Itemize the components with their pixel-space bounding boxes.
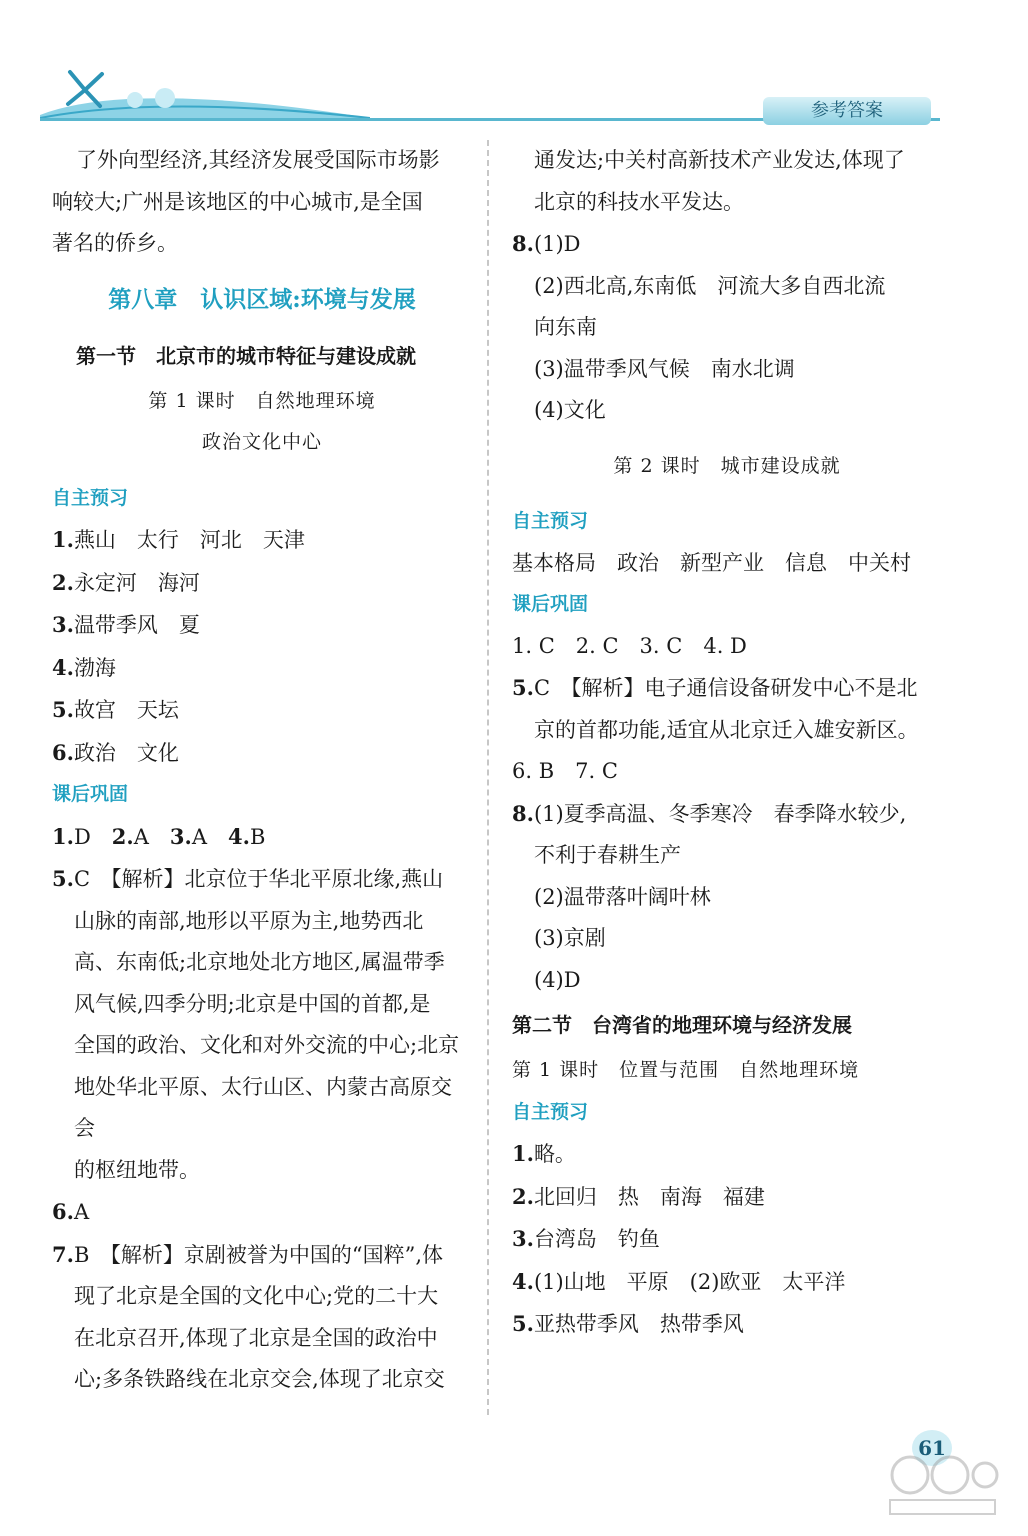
answer-item (52, 647, 472, 690)
item-text: A (191, 824, 207, 849)
item-number: 6. (52, 739, 74, 765)
answer-line: 的枢纽地带。 (74, 1157, 200, 1182)
left-column (52, 140, 472, 1401)
section-title: 第二节 台湾省的地理环境与经济发展 (512, 1013, 852, 1037)
lesson-subtitle: 政治文化中心 (201, 431, 322, 453)
answer-line: 心;多条铁路线在北京交会,体现了北京交 (74, 1367, 445, 1391)
answer-item: 1. C 2. C 3. C 4. D (512, 633, 747, 658)
answer-item (52, 1234, 472, 1277)
item-number: 2. (52, 569, 74, 595)
intro-line: 响较大;广州是该地区的中心城市,是全国 (52, 189, 423, 214)
intro-line: 著名的侨乡。 (52, 231, 178, 255)
answer-item: 基本格局 政治 新型产业 信息 中关村 (512, 550, 911, 575)
item-text: (1)夏季高温、冬季寒冷 春季降水较少, (533, 801, 907, 826)
item-number: 1. (52, 823, 74, 849)
item-number: 5. (512, 1311, 534, 1336)
item-number: 3. (512, 1226, 534, 1251)
answer-line: (3)温带季风气候 南水北调 (534, 356, 795, 381)
answer-key-badge: 参考答案 (763, 97, 931, 125)
item-number: 8. (512, 231, 534, 256)
item-number: 4. (52, 654, 74, 680)
answer-item (52, 519, 472, 562)
answer-item (512, 1176, 942, 1219)
item-text: 故宫 天坛 (73, 698, 179, 722)
answer-line: 山脉的南部,地形以平原为主,地势西北 (74, 908, 424, 933)
answer-line: (3)京剧 (534, 926, 606, 950)
answer-line: 通发达;中关村高新技术产业发达,体现了 (534, 148, 905, 172)
item-text: 温带季风 夏 (73, 613, 200, 637)
item-text: A (133, 824, 149, 849)
lesson-title: 第 1 课时 位置与范围 自然地理环境 (512, 1059, 860, 1081)
item-text: B (249, 824, 266, 849)
item-number: 6. (52, 1199, 74, 1224)
column-divider (487, 140, 489, 1415)
item-number: 8. (512, 800, 534, 826)
item-number: 3. (52, 612, 74, 637)
item-text: A (73, 1200, 90, 1224)
answer-line: 现了北京是全国的文化中心;党的二十大 (74, 1284, 439, 1308)
item-number: 2. (512, 1183, 534, 1209)
answer-item (52, 562, 472, 605)
answer-line: 全国的政治、文化和对外交流的中心;北京 (74, 1033, 460, 1057)
section-title: 第一节 北京市的城市特征与建设成就 (76, 343, 416, 368)
answer-item (512, 1261, 942, 1304)
item-number: 1. (512, 1141, 534, 1166)
item-number: 2. (111, 823, 134, 849)
answer-line: 风气候,四季分明;北京是中国的首都,是 (74, 991, 431, 1016)
answer-item (512, 1218, 942, 1261)
item-text: 永定河 海河 (73, 570, 200, 595)
preview-heading: 自主预习 (52, 486, 129, 509)
item-text: C 【解析】电子通信设备研发中心不是北 (533, 676, 918, 700)
answer-item (52, 732, 472, 775)
answer-line: (4)文化 (534, 398, 606, 422)
review-heading: 课后巩固 (512, 593, 589, 615)
page-number: 61 (912, 1430, 952, 1466)
item-text: (1)山地 平原 (2)欧亚 太平洋 (533, 1269, 846, 1294)
lesson-title: 第 2 课时 城市建设成就 (613, 454, 841, 477)
item-number: 5. (52, 866, 74, 891)
answer-item (52, 1191, 472, 1234)
lesson-title: 第 1 课时 自然地理环境 (148, 389, 376, 412)
item-text: 北回归 热 南海 福建 (533, 1184, 765, 1209)
answer-item (52, 816, 472, 859)
item-text: B 【解析】京剧被誉为中国的“国粹”,体 (73, 1242, 444, 1267)
item-number: 7. (52, 1241, 74, 1267)
answer-line: 京的首都功能,适宜从北京迁入雄安新区。 (534, 717, 919, 742)
answer-line: (2)西北高,东南低 河流大多自西北流 (534, 273, 886, 298)
item-number: 5. (52, 697, 74, 722)
item-text: (1)D (533, 232, 581, 256)
right-column (512, 140, 942, 1346)
answer-line: 地处华北平原、太行山区、内蒙古高原交会 (74, 1074, 452, 1140)
answer-item: 6. B 7. C (512, 759, 618, 783)
preview-heading: 自主预习 (512, 510, 589, 532)
review-heading: 课后巩固 (52, 783, 129, 805)
answer-line: 高、东南低;北京地处北方地区,属温带季 (74, 950, 445, 974)
item-text: 渤海 (73, 655, 116, 680)
item-number: 3. (169, 823, 192, 849)
item-text: 台湾岛 钓鱼 (533, 1227, 660, 1251)
answer-line: 不利于春耕生产 (534, 843, 681, 867)
answer-item (512, 223, 942, 266)
item-text: D (73, 824, 91, 849)
answer-item (52, 689, 472, 732)
answer-item (512, 1133, 942, 1176)
windmill-header-icon (40, 60, 370, 120)
chapter-title: 第八章 认识区域:环境与发展 (108, 285, 416, 313)
item-number: 5. (512, 675, 534, 700)
item-number: 4. (512, 1268, 534, 1294)
watermark-logo (880, 1450, 1000, 1520)
answer-line: (2)温带落叶阔叶林 (534, 884, 711, 909)
item-number: 4. (228, 823, 250, 849)
intro-line: 了外向型经济,其经济发展受国际市场影 (76, 148, 440, 172)
item-text: 略。 (533, 1142, 576, 1166)
answer-item (512, 1303, 942, 1346)
answer-line: 向东南 (534, 315, 597, 339)
item-text: 燕山 太行 河北 天津 (73, 528, 305, 552)
item-text: C 【解析】北京位于华北平原北缘,燕山 (73, 867, 444, 891)
answer-item (512, 793, 942, 836)
answer-item (52, 604, 472, 647)
answer-item (512, 667, 942, 710)
answer-item (52, 858, 472, 901)
answer-line: (4)D (534, 967, 581, 992)
answer-line: 北京的科技水平发达。 (534, 189, 744, 214)
item-text: 政治 文化 (73, 740, 179, 765)
item-number: 1. (52, 527, 74, 552)
answer-line: 在北京召开,体现了北京是全国的政治中 (74, 1325, 438, 1350)
preview-heading: 自主预习 (512, 1100, 589, 1123)
item-text: 亚热带季风 热带季风 (533, 1312, 744, 1336)
